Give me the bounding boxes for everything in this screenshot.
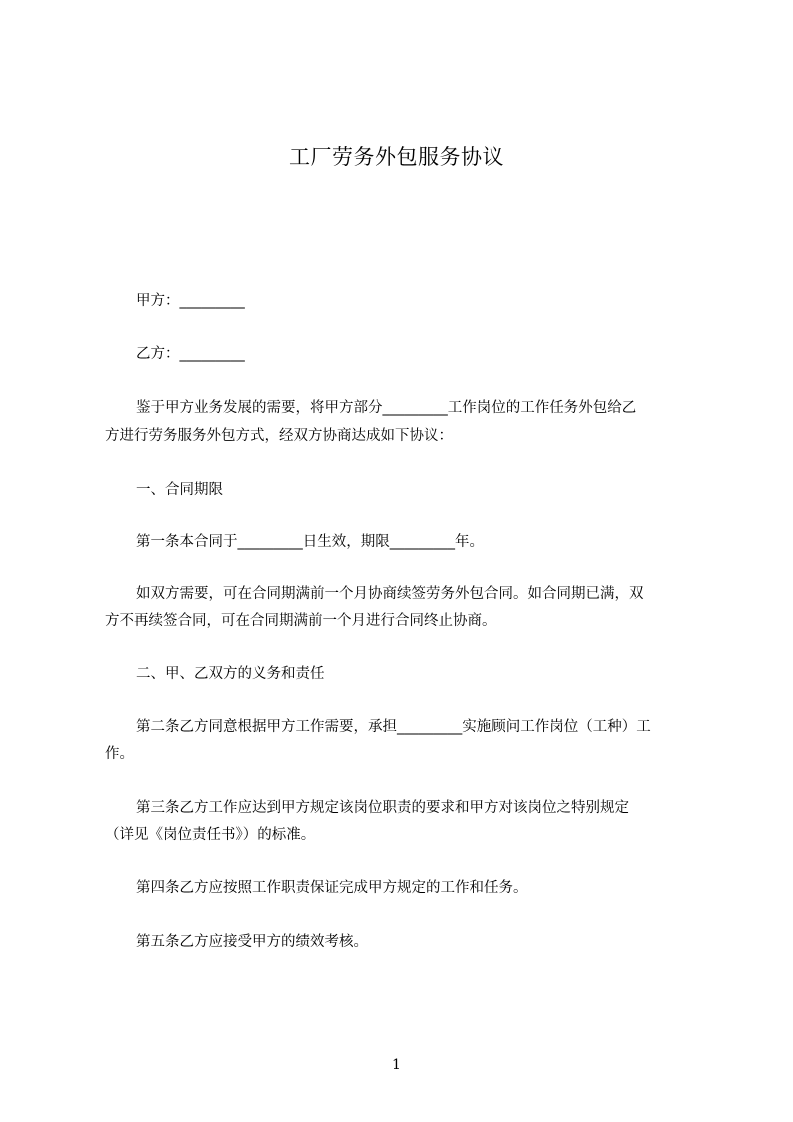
section-2-heading: 二、甲、乙双方的义务和责任 bbox=[136, 666, 325, 682]
article-3-line-2: （详见《岗位责任书》）的标准。 bbox=[105, 827, 316, 843]
renewal-paragraph-line-1: 如双方需要，可在合同期满前一个月协商续签劳务外包合同。如合同期已满，双 bbox=[136, 586, 644, 602]
party-a-line: 甲方：_________ bbox=[136, 293, 245, 309]
article-3-line-1: 第三条乙方工作应达到甲方规定该岗位职责的要求和甲方对该岗位之特别规定 bbox=[136, 800, 629, 816]
party-b-line: 乙方：_________ bbox=[136, 346, 245, 362]
intro-paragraph-line-1: 鉴于甲方业务发展的需要，将甲方部分_________工作岗位的工作任务外包给乙 bbox=[136, 400, 637, 416]
article-2-line-1: 第二条乙方同意根据甲方工作需要，承担_________实施顾问工作岗位（工种）工 bbox=[136, 719, 651, 735]
article-5: 第五条乙方应接受甲方的绩效考核。 bbox=[136, 934, 368, 950]
section-1-heading: 一、合同期限 bbox=[136, 482, 223, 498]
article-2-line-2: 作。 bbox=[105, 746, 134, 762]
document-title: 工厂劳务外包服务协议 bbox=[289, 145, 504, 169]
intro-paragraph-line-2: 方进行劳务服务外包方式，经双方协商达成如下协议： bbox=[105, 428, 453, 444]
renewal-paragraph-line-2: 方不再续签合同，可在合同期满前一个月进行合同终止协商。 bbox=[105, 613, 497, 629]
article-4: 第四条乙方应按照工作职责保证完成甲方规定的工作和任务。 bbox=[136, 880, 528, 896]
article-1: 第一条本合同于_________日生效，期限_________年。 bbox=[136, 534, 484, 550]
page-number: 1 bbox=[392, 1057, 401, 1073]
